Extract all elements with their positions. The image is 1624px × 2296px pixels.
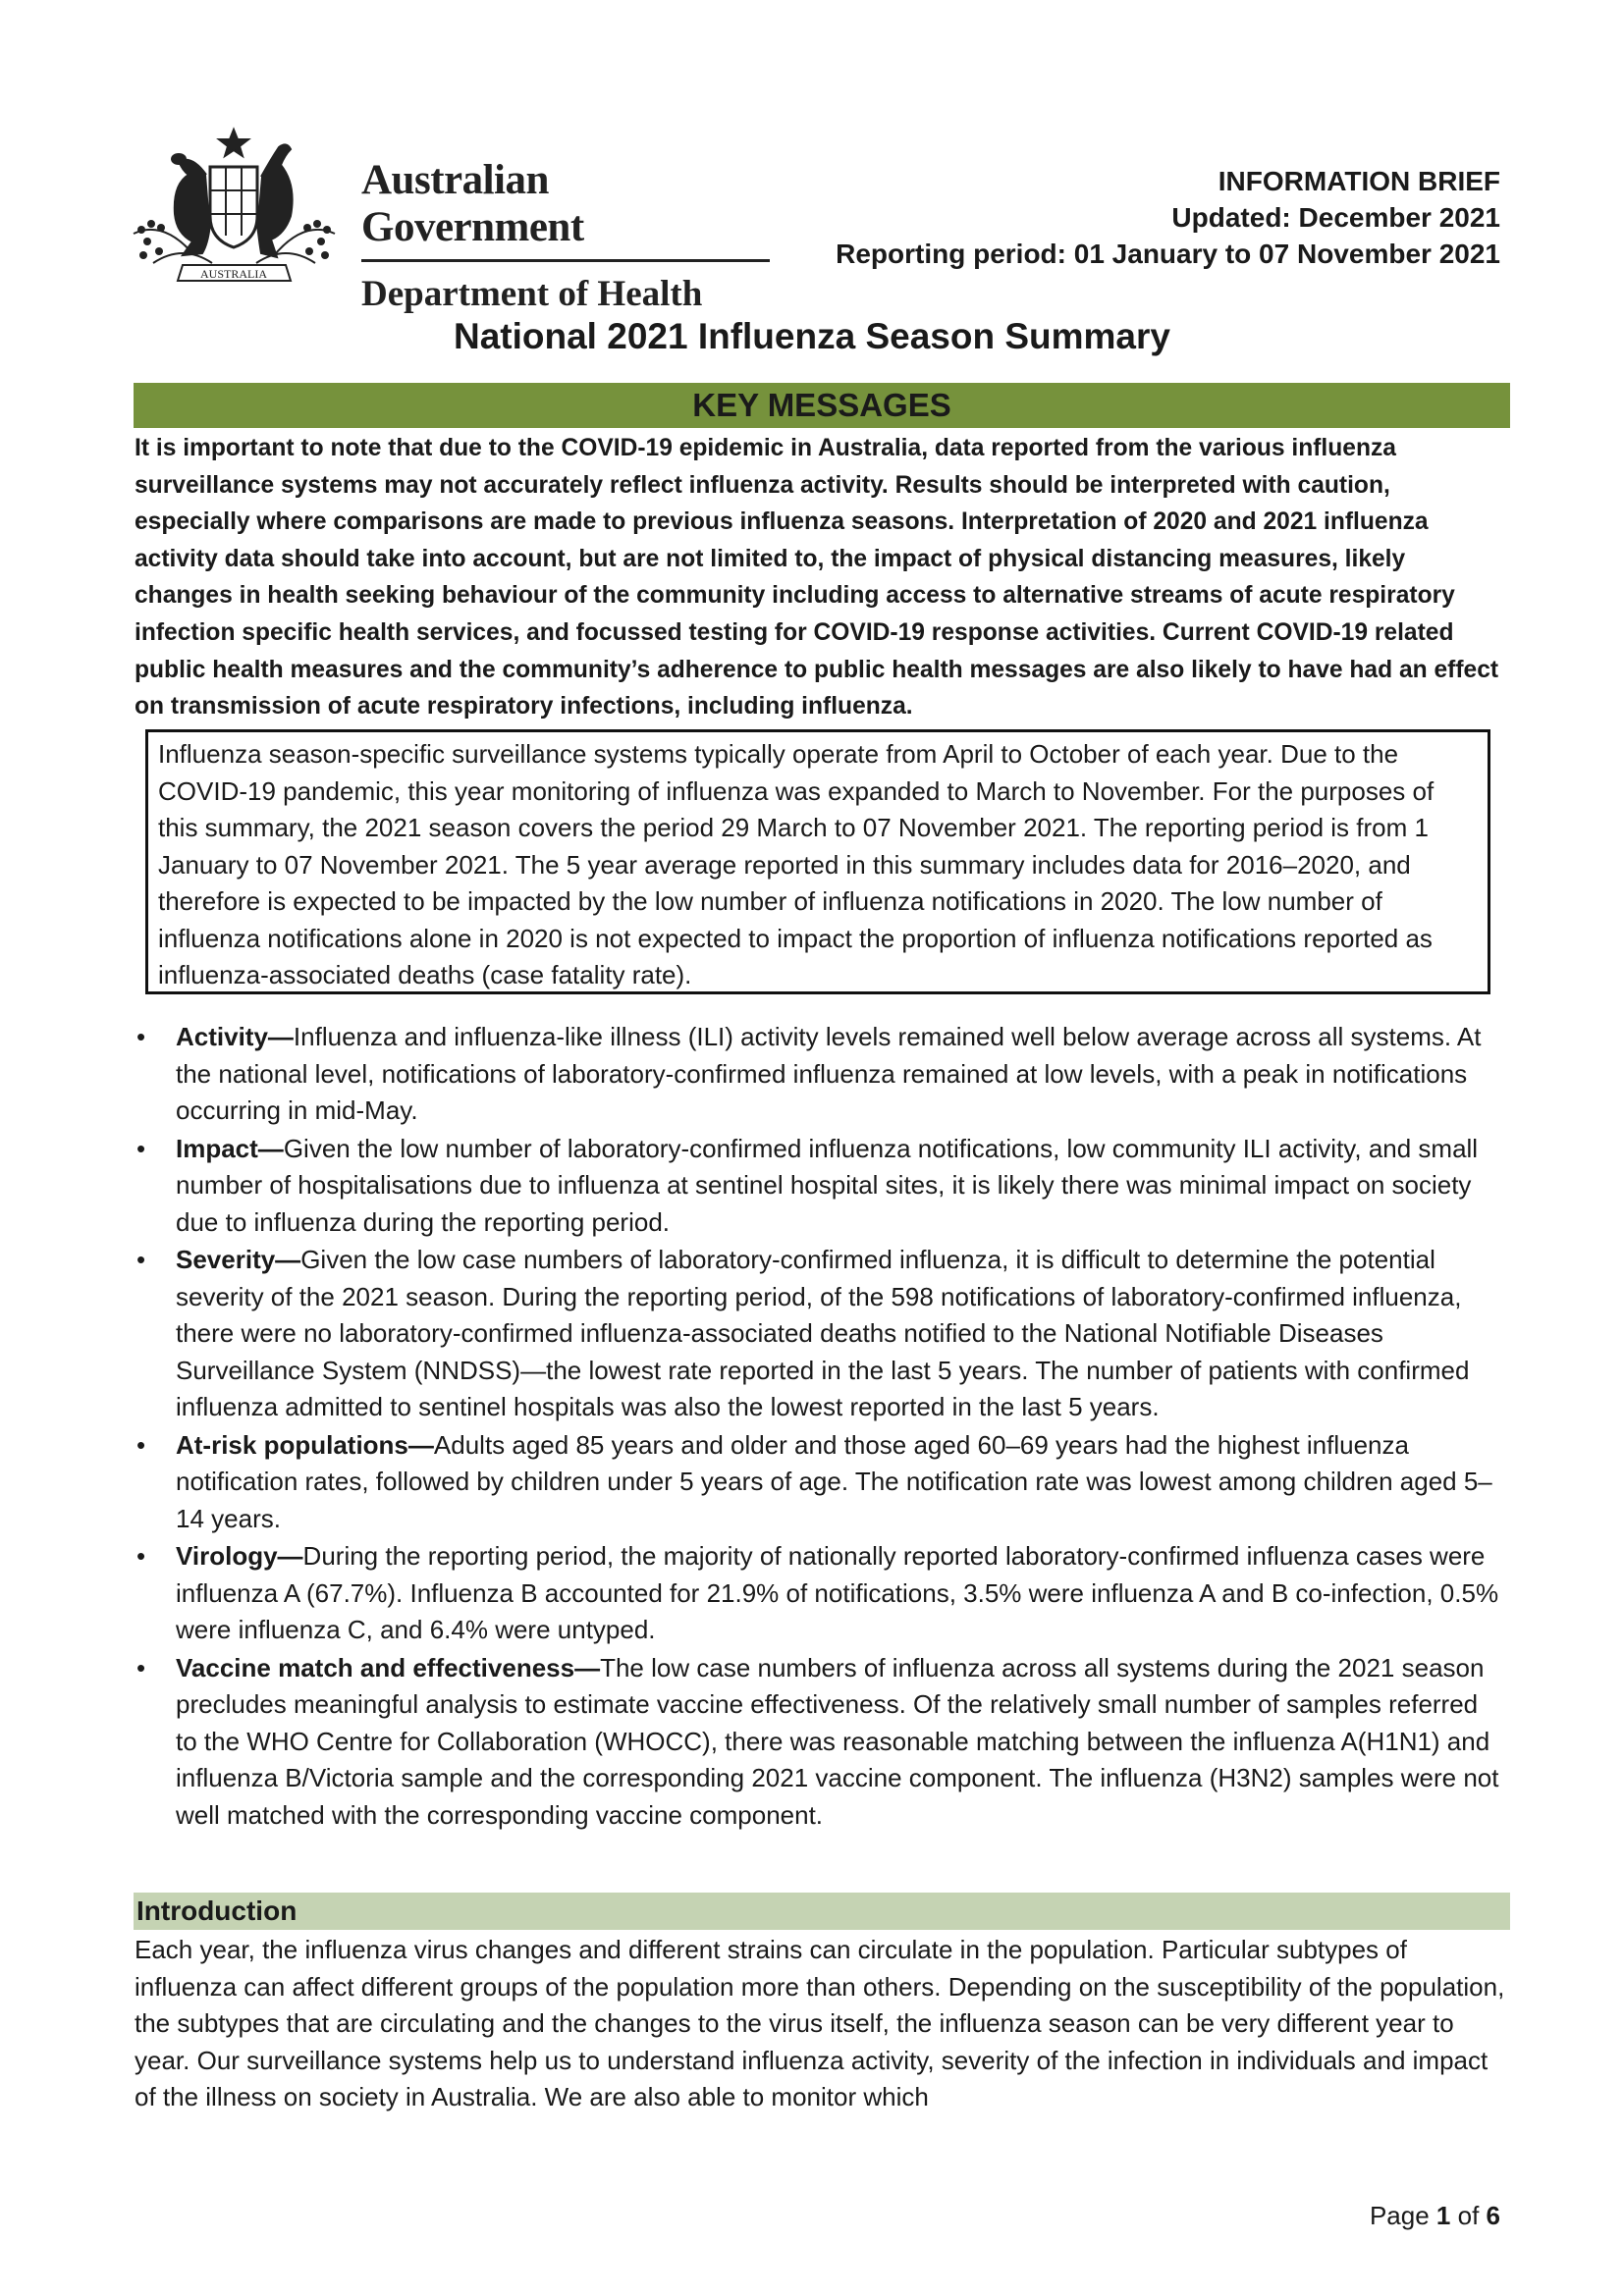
page-of: of [1450,2201,1487,2230]
key-messages-text: It is important to note that due to the COVID-19 epidemic in Australia, data reported from the various influenza surveillance systems may not accurately reflect influenza activity. Results should be interpreted with caution, especially where comparisons are made to previous influenza seasons. Interpretation of 2020 and 2021 influenza activity data should take into account, but are not limited to, the impact of physical distancing measures, likely changes in health seeking behaviour of the community including access to alternative streams of acute respiratory infection specific health services, and focussed testing for COVID-19 response activities. Current COVID-19 related public health measures and the community’s adherence to public health messages are also likely to have had an effect on transmission of acute respiratory infections, including influenza. [135,435,1499,721]
logo-wordmark [361,157,774,315]
brief-header [836,163,1500,272]
brief-updated: Updated: December 2021 [1171,202,1500,233]
bullet-label: Impact— [176,1133,284,1163]
bullet-text: Influenza and influenza-like illness (ILI) activity levels remained well below average across all systems. At the national level, notifications of laboratory-confirmed influenza remained at low levels, with a peak in notifications occurring in mid-May. [176,1022,1482,1125]
bullet-label: At-risk populations— [176,1429,434,1460]
bullet-dot-icon: • [136,1022,146,1051]
bullet-dot-icon: • [136,1245,146,1274]
bullet-text: Adults aged 85 years and older and those aged 60–69 years had the highest influenza notification rates, followed by children under 5 years of age. The notification rate was lowest among children aged 5–14 years. [176,1429,1492,1533]
bullet-dot-icon: • [136,1541,146,1571]
bullet-vaccine [135,1650,1504,1835]
bullet-label: Virology— [176,1541,303,1571]
crest-ribbon-text: AUSTRALIA [200,267,267,281]
bullet-text: Given the low number of laboratory-confirmed influenza notifications, low community ILI activity, and small number of hospitalisations due to influenza at sentinel hospital sites, it is likely there was minimal impact on society due to influenza during the reporting period. [176,1133,1479,1237]
introduction-text: Each year, the influenza virus changes and different strains can circulate in the population. Particular subtypes of influenza can affect different groups of the population more than others. Depending on the susceptibility of the population, the subtypes that are circulating and the changes to the virus itself, the influenza season can be very different year to year. Our surveillance systems help us to understand influenza activity, severity of the infection in individuals and impact of the illness on society in Australia. We are also able to monitor which [135,1935,1505,2111]
bullet-at-risk-populations [135,1427,1504,1538]
page-current: 1 [1435,2201,1451,2230]
season-info-text: Influenza season-specific surveillance systems typically operate from April to October of each year. Due to the COVID-19 pandemic, this year monitoring of influenza was expanded to March to November. For the purposes of this summary, the 2021 season covers the period 29 March to 07 November 2021. The reporting period is from 1 January to 07 November 2021. The 5 year average reported in this summary includes data for 2016–2020, and therefore is expected to be impacted by the low number of influenza notifications in 2020. The low number of influenza notifications alone in 2020 is not expected to impact the proportion of influenza notifications reported as influenza-associated deaths (case fatality rate). [158,739,1435,989]
brief-type: INFORMATION BRIEF [1218,166,1500,196]
page-total: 6 [1486,2201,1500,2230]
introduction-heading: Introduction [134,1893,1510,1930]
brief-reporting-period: Reporting period: 01 January to 07 November 2021 [836,239,1500,269]
coat-of-arms-logo [124,126,345,288]
page-prefix: Page [1369,2201,1436,2230]
summary-bullet-list [135,1019,1504,1835]
bullet-dot-icon: • [136,1652,146,1682]
page-title: National 2021 Influenza Season Summary [454,316,1170,356]
bullet-virology [135,1538,1504,1649]
bullet-label: Severity— [176,1245,301,1274]
bullet-activity [135,1019,1504,1130]
bullet-impact [135,1131,1504,1242]
bullet-dot-icon: • [136,1429,146,1460]
bullet-dot-icon: • [136,1133,146,1163]
logo-department-text: Department of Health [361,274,703,314]
logo-government-text: Australian Government [361,157,584,250]
bullet-label: Activity— [176,1022,294,1051]
bullet-text: During the reporting period, the majority of nationally reported laboratory-confirmed influenza cases were influenza A (67.7%). Influenza B accounted for 21.9% of notifications, 3.5% were influenza A and B co-infection, 0.5% were influenza C, and 6.4% were untyped. [176,1541,1499,1644]
logo-divider [361,259,770,262]
bullet-text: Given the low case numbers of laboratory-confirmed influenza, it is difficult to determine the potential severity of the 2021 season. During the reporting period, of the 598 notifications of laboratory-confirmed influenza, there were no laboratory-confirmed influenza-associated deaths notified to the National Notifiable Diseases Surveillance System (NNDSS)—the lowest rate reported in the last 5 years. The number of patients with confirmed influenza admitted to sentinel hospitals was also the lowest reported in the last 5 years. [176,1245,1470,1421]
bullet-text: The low case numbers of influenza across all systems during the 2021 season precludes meaningful analysis to estimate vaccine effectiveness. Of the relatively small number of samples referred to the WHO Centre for Collaboration (WHOCC), there was reasonable matching between the influenza A(H1N1) and influenza B/Victoria sample and the corresponding 2021 vaccine component. The influenza (H3N2) samples were not well matched with the corresponding vaccine component. [176,1652,1499,1830]
bullet-label: Vaccine match and effectiveness— [176,1652,601,1682]
key-messages-heading: KEY MESSAGES [134,383,1510,428]
season-info-box [145,729,1490,994]
bullet-severity [135,1242,1504,1426]
page-number [1370,2201,1500,2231]
